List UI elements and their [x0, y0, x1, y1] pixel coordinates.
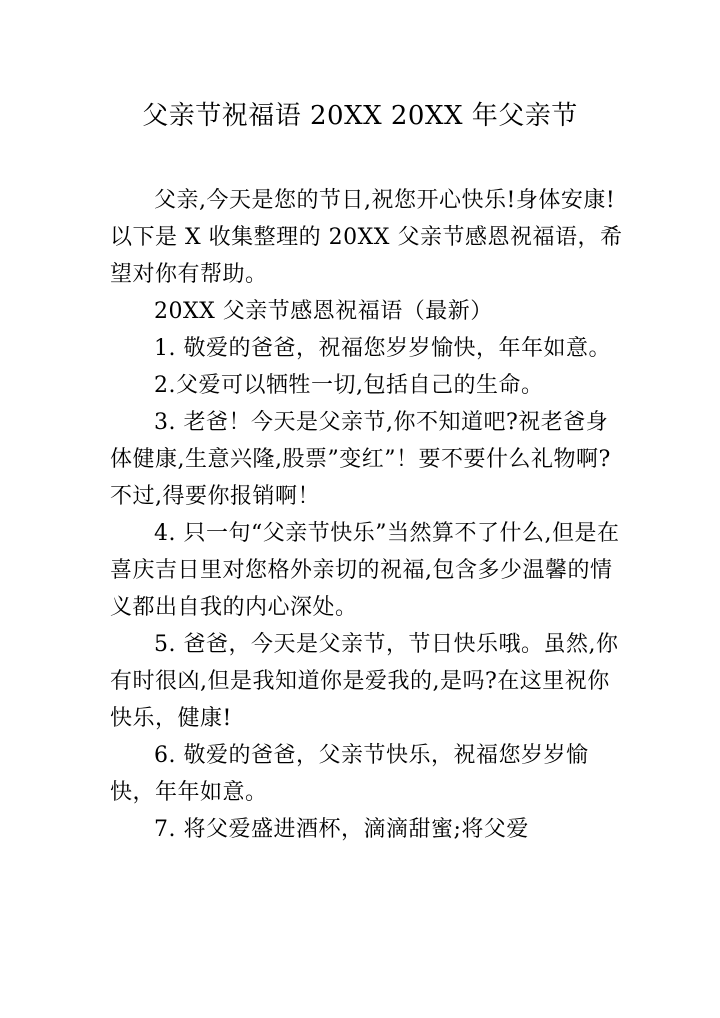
paragraph-item-3: 3. 老爸！今天是父亲节,你不知道吧?祝老爸身体健康,生意兴隆,股票”变红”！要不要什么礼物啊?不过,得要你报销啊！: [110, 410, 611, 509]
paragraph-item-6: 6. 敬爱的爸爸，父亲节快乐，祝福您岁岁愉快，年年如意。: [110, 743, 589, 805]
paragraph-item-2: 2.父爱可以牺牲一切,包括自己的生命。: [154, 373, 544, 398]
paragraph-item-5: 5. 爸爸，今天是父亲节，节日快乐哦。虽然,你有时很凶,但是我知道你是爱我的,是吗?在这里祝你快乐，健康!: [110, 632, 619, 731]
paragraph-item-1: 1. 敬爱的爸爸，祝福您岁岁愉快，年年如意。: [154, 336, 611, 361]
paragraph-item-7: 7. 将父爱盛进酒杯，滴滴甜蜜;将父爱: [154, 817, 529, 842]
document-body: [110, 182, 630, 848]
page-title: 父亲节祝福语 20XX 20XX 年父亲节: [142, 101, 578, 131]
paragraph-subheading: 20XX 父亲节感恩祝福语（最新）: [154, 299, 493, 324]
paragraph-item-4: 4. 只一句“父亲节快乐”当然算不了什么,但是在喜庆吉日里对您格外亲切的祝福,包含多少温馨的情义都出自我的内心深处。: [110, 521, 620, 620]
paragraph-intro: 父亲,今天是您的节日,祝您开心快乐!身体安康!以下是 X 收集整理的 20XX 父亲节感恩祝福语，希望对你有帮助。: [110, 188, 623, 287]
